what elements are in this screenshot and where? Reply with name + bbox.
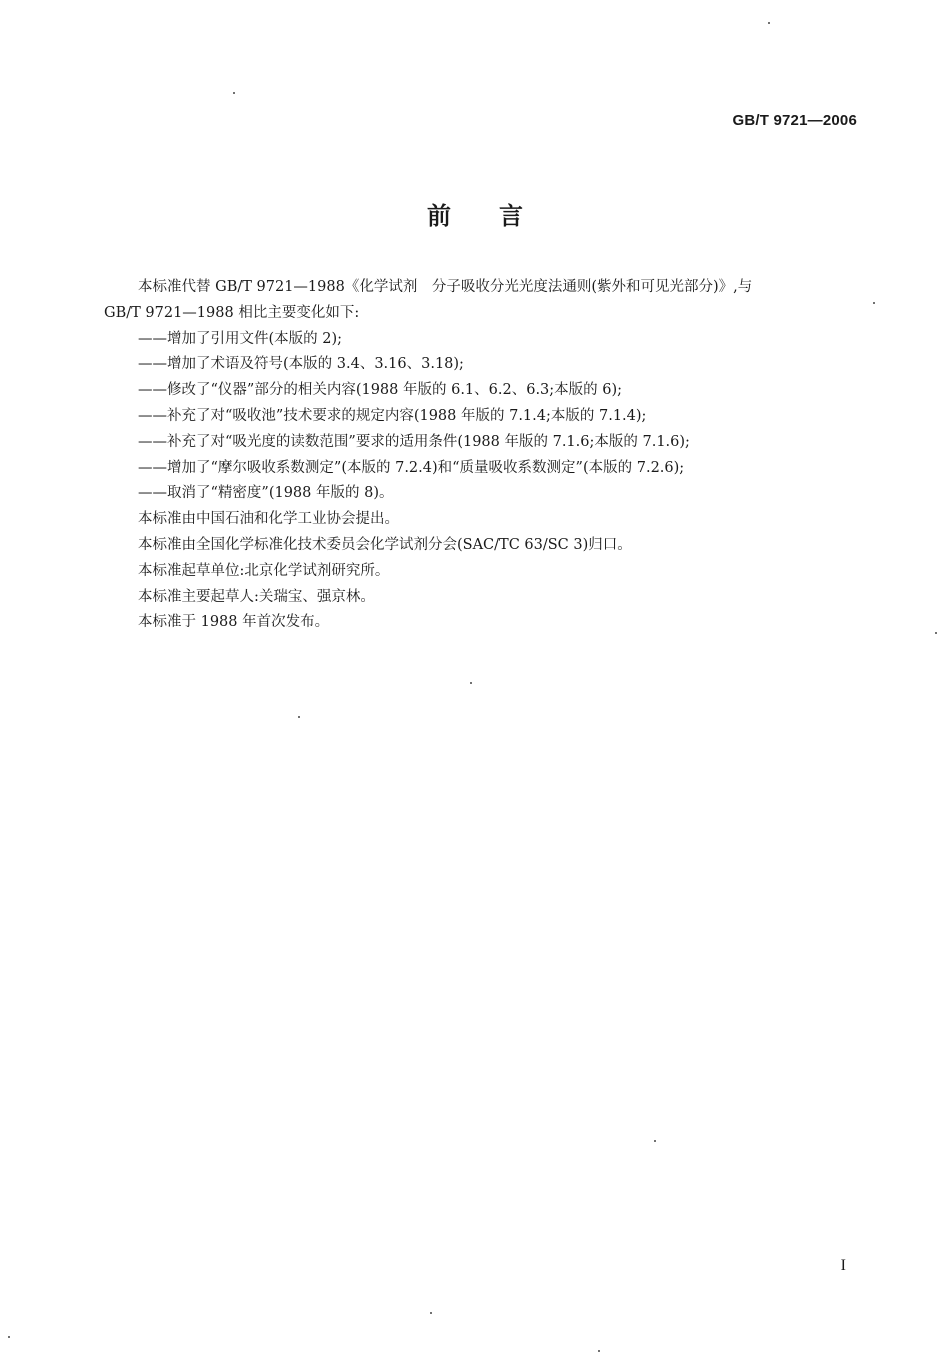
centralized-by-paragraph: 本标准由全国化学标准化技术委员会化学试剂分会(SAC/TC 63/SC 3)归口。 — [138, 536, 632, 553]
change-item: ——增加了引用文件(本版的 2); — [138, 330, 343, 347]
drafting-unit-paragraph: 本标准起草单位:北京化学试剂研究所。 — [138, 562, 390, 579]
page-title: 前言 — [427, 202, 571, 230]
scan-speck — [8, 1336, 10, 1338]
change-item: ——增加了“摩尔吸收系数测定”(本版的 7.2.4)和“质量吸收系数测定”(本版的 7.2.6); — [138, 459, 685, 476]
change-item: ——取消了“精密度”(1988 年版的 8)。 — [138, 485, 394, 502]
first-issued-paragraph: 本标准于 1988 年首次发布。 — [138, 614, 330, 631]
change-item: ——增加了术语及符号(本版的 3.4、3.16、3.18); — [138, 356, 464, 373]
scan-speck — [598, 1350, 600, 1352]
foreword-body — [104, 275, 864, 636]
change-item: ——补充了对“吸光度的读数范围”要求的适用条件(1988 年版的 7.1.6;本版的 7.1.6); — [138, 433, 690, 450]
scan-speck — [430, 1312, 432, 1314]
scan-speck — [654, 1140, 656, 1142]
intro-paragraph-line-1: 本标准代替 GB/T 9721—1988《化学试剂 分子吸收分光光度法通则(紫外和可见光部分)》,与 — [138, 279, 753, 295]
change-item: ——补充了对“吸收池”技术要求的规定内容(1988 年版的 7.1.4;本版的 7.1.4); — [138, 407, 647, 424]
scan-speck — [873, 302, 875, 304]
proposed-by-paragraph: 本标准由中国石油和化学工业协会提出。 — [138, 511, 399, 528]
scan-speck — [935, 632, 937, 634]
page-number: I — [840, 1257, 846, 1274]
scan-speck — [470, 682, 472, 684]
intro-paragraph-line-2: GB/T 9721—1988 相比主要变化如下: — [104, 304, 360, 321]
scan-speck — [768, 22, 770, 24]
scan-speck — [298, 716, 300, 718]
main-drafters-paragraph: 本标准主要起草人:关瑞宝、强京林。 — [138, 588, 375, 605]
scan-speck — [233, 92, 235, 94]
change-item: ——修改了“仪器”部分的相关内容(1988 年版的 6.1、6.2、6.3;本版的 6); — [138, 382, 623, 399]
standard-code: GB/T 9721—2006 — [732, 112, 857, 129]
